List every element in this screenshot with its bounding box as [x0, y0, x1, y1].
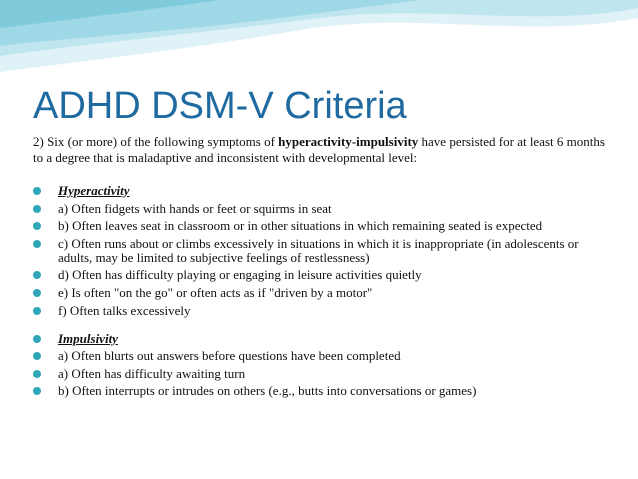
list-item-text: e) Is often "on the go" or often acts as if "driven by a motor"	[58, 284, 373, 300]
list-item-heading-hyperactivity	[33, 184, 613, 198]
bullet-icon	[33, 289, 41, 297]
list-item-text: a) Often has difficulty awaiting turn	[58, 365, 246, 381]
section-heading: Hyperactivity	[58, 183, 130, 198]
page-title: ADHD DSM-V Criteria	[33, 85, 407, 127]
intro-bold-term: hyperactivity-impulsivity	[278, 134, 419, 149]
list-item	[33, 202, 613, 216]
list-item	[33, 367, 613, 381]
bullet-icon	[33, 352, 41, 360]
list-item-text: c) Often runs about or climbs excessively in situations in which it is inappropriate (in adolescents or adults, may be limited to subjective feelings of restlessness)	[58, 235, 579, 265]
list-item-text: a) Often blurts out answers before questions have been completed	[58, 348, 401, 364]
bullet-icon	[33, 205, 41, 213]
list-item-text: a) Often fidgets with hands or feet or squirms in seat	[58, 200, 332, 216]
list-item	[33, 219, 613, 233]
section-heading: Impulsivity	[58, 330, 118, 346]
list-item-heading-impulsivity	[33, 332, 613, 346]
criteria-list	[33, 184, 613, 402]
bullet-icon	[33, 271, 41, 279]
bullet-icon	[33, 387, 41, 395]
bullet-icon	[33, 222, 41, 230]
list-item	[33, 237, 613, 265]
intro-paragraph	[33, 134, 613, 166]
list-item-text: d) Often has difficulty playing or engaging in leisure activities quietly	[58, 267, 422, 283]
bullet-icon	[33, 307, 41, 315]
list-item-text: f) Often talks excessively	[58, 302, 191, 318]
intro-text-before: 2) Six (or more) of the following symptoms of	[33, 134, 279, 149]
list-item	[33, 384, 613, 398]
bullet-icon	[33, 335, 41, 343]
list-item	[33, 349, 613, 363]
bullet-icon	[33, 370, 41, 378]
list-item	[33, 304, 613, 318]
list-item-text: b) Often leaves seat in classroom or in other situations in which remaining seated is expected	[58, 218, 543, 234]
bullet-icon	[33, 187, 41, 195]
list-item	[33, 268, 613, 282]
intro-text-after: have persisted for at least 6 months to a degree that is maladaptive and inconsistent with developmental level:	[33, 134, 605, 165]
decorative-wave-header	[0, 0, 638, 80]
list-item	[33, 286, 613, 300]
bullet-icon	[33, 240, 41, 248]
list-item-text: b) Often interrupts or intrudes on others (e.g., butts into conversations or games)	[58, 383, 477, 399]
